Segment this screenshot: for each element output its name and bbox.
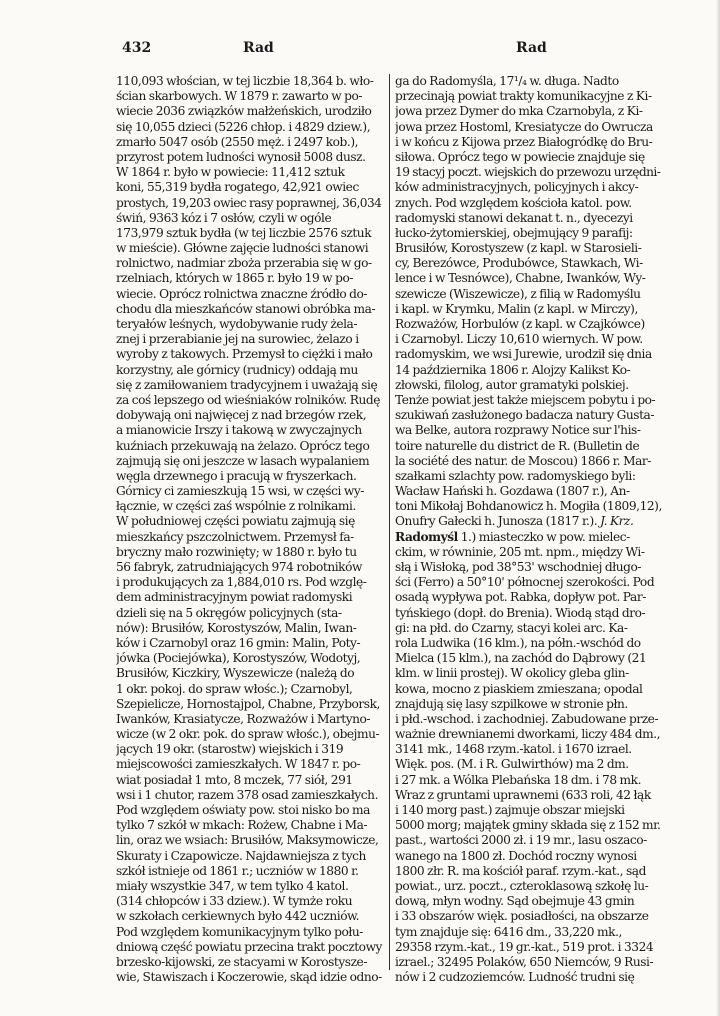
text-line: ważnie drewnianemi dworkami, liczy 484 dm., bbox=[395, 727, 661, 742]
text-line: gi: na płd. do Czarny, stacyi kolei arc. Ka- bbox=[395, 620, 628, 635]
running-head-left: Rad bbox=[243, 40, 274, 56]
text-line: nów): Brusiłów, Korostyszów, Malin, Iwan- bbox=[116, 620, 357, 635]
text-line: nów i 2 cudzoziemców. Ludność trudni się bbox=[395, 970, 635, 985]
text-line: toni Mikołaj Bohdanowicz h. Mogiła (1809,12), bbox=[395, 499, 662, 514]
text-line: przyrost potem ludności wynosił 5008 dusz. bbox=[116, 149, 366, 164]
page-number: 432 bbox=[122, 40, 152, 56]
text-line: węgla drzewnego i pracują w fryszerkach. bbox=[116, 468, 357, 483]
text-line: 1 okr. pokoj. do spraw włośc.); Czarnobyl, bbox=[116, 681, 353, 696]
text-line: zmarło 5047 osób (2550 męż. i 2497 kob.), bbox=[116, 134, 359, 149]
text-line: 19 stacyj poczt. wiejskich do przewozu urzędni- bbox=[395, 165, 661, 180]
page-edge-shadow bbox=[716, 0, 720, 1016]
text-line: kuźniach przekuwają na żelazo. Oprócz tego bbox=[116, 438, 370, 453]
text-line: ści (Ferro) a 50°10' północnej szerokości. Pod bbox=[395, 575, 655, 590]
text-line: przecinają powiat trakty komunikacyjne z Ki- bbox=[395, 89, 652, 104]
text-line: Onufry Gałecki h. Junosza (1817 r.). J. Krz. bbox=[395, 514, 634, 529]
text-line: szałkami szlachty pow. radomyskiego byli: bbox=[395, 468, 636, 483]
text-line: ków i Czarnobyl oraz 16 gmin: Malin, Poty- bbox=[116, 635, 361, 650]
text-line: dobywają oni najwięcej z nad brzegów rzek, bbox=[116, 408, 367, 423]
text-line: Iwanków, Krasiatycze, Rozważów i Martyno- bbox=[116, 711, 371, 726]
text-line: Rozważów, Horbulów (z kapl. w Czajkówce) bbox=[395, 317, 645, 331]
text-line: koni, 55,319 bydła rogatego, 42,921 owiec bbox=[116, 180, 359, 195]
text-line: wyroby z takowych. Przemysł to ciężki i mało bbox=[116, 347, 373, 362]
text-line: W południowej części powiatu zajmują się bbox=[116, 514, 355, 529]
text-line: (314 chłopców i 33 dziew.). W tymże roku bbox=[116, 894, 353, 909]
text-line: miały wszystkie 347, w tem tylko 4 katol. bbox=[116, 878, 349, 893]
text-line: szkół istnieje od 1861 r.; uczniów w 1880 r. bbox=[116, 863, 359, 878]
text-line: prostych, 19,203 owiec rasy poprawnej, 36,034 bbox=[116, 195, 382, 210]
text-line: Szepielicze, Hornostajpol, Chabne, Przyborsk, bbox=[116, 696, 380, 711]
left-text-column bbox=[116, 74, 384, 985]
text-line: korzystny, ale górnicy (rudnicy) oddają mu bbox=[116, 362, 358, 377]
text-line: szewicze (Wiszewicze), z filią w Radomyślu bbox=[395, 286, 641, 301]
text-line: wanego na 1800 zł. Dochód roczny wynosi bbox=[395, 848, 637, 863]
text-line: rzelniach, których w 1865 r. było 19 w po- bbox=[116, 271, 353, 286]
text-line: teryałów leśnych, wydobywanie rudy żela- bbox=[116, 317, 358, 331]
text-line: ckim, w równinie, 205 mt. npm., między Wi- bbox=[395, 544, 645, 559]
text-line: i płd.-wschod. i zachodniej. Zabudowane prze- bbox=[395, 711, 659, 726]
text-line: Wacław Hański h. Gozdawa (1807 r.), An- bbox=[395, 484, 630, 499]
text-line: ga do Radomyśla, 17¹/₄ w. długa. Nadto bbox=[395, 74, 619, 88]
text-line: za coś lepszego od wieśniaków rolników. Rudę bbox=[116, 392, 381, 407]
text-line: w szkołach cerkiewnych było 442 uczniów. bbox=[116, 909, 360, 924]
text-line: łucko-żytomierskiej, obejmujący 9 parafij: bbox=[395, 225, 633, 240]
text-line: tyńskiego (dopł. do Brenia). Wiodą stąd dro- bbox=[395, 605, 646, 620]
text-line: wie, Stawiszach i Koczerowie, skąd idzie odno- bbox=[116, 970, 382, 985]
text-line: lin, oraz we wsiach: Brusiłów, Maksymowicze, bbox=[116, 833, 379, 848]
text-line: brzesko-kijowski, ze stacyami w Korostysze- bbox=[116, 954, 367, 969]
text-line: znajdują się lasy szpilkowe w stronie płn. bbox=[395, 696, 628, 711]
text-line: wiecie. Oprócz rolnictwa znaczne źródło do- bbox=[116, 286, 368, 301]
text-line: znej i przerabianie jej na surowiec, żelazo i bbox=[116, 332, 359, 347]
text-line: złowski, filolog, autor gramatyki polskiej. bbox=[395, 377, 629, 392]
text-line: radomyskim, we wsi Jurewie, urodził się dnia bbox=[395, 347, 652, 362]
text-line: klm. w linii prostej). W okolicy gleba glin- bbox=[395, 666, 629, 681]
text-line: Brusiłów, Kiczkiry, Wyszewicze (należą do bbox=[116, 666, 355, 681]
text-line: Tenże powiat jest także miejscem pobytu i po- bbox=[395, 392, 656, 407]
text-line: osadą wypływa pot. Rabka, dopływ pot. Par- bbox=[395, 590, 646, 605]
text-line: 173,979 sztuk bydła (w tej liczbie 2576 sztuk bbox=[116, 225, 372, 240]
text-line: past., wartości 2000 zł. i 19 mr., lasu oszaco- bbox=[395, 833, 647, 848]
text-line: la société des natur. de Moscou) 1866 r. Mar- bbox=[395, 453, 651, 468]
text-line: i produkujących za 1,884,010 rs. Pod wzglę- bbox=[116, 575, 367, 590]
text-line: bryczny mało rozwinięty; w 1880 r. było tu bbox=[116, 544, 357, 559]
text-line: jowa przez Hostoml, Kresiatycze do Owrucza bbox=[395, 119, 653, 134]
page-header bbox=[115, 40, 652, 60]
text-line: cy, Berezówce, Produbówce, Stawkach, Wi- bbox=[395, 256, 643, 271]
text-line: 1800 złr. R. ma kościół paraf. rzym.-kat., sąd bbox=[395, 863, 646, 878]
text-line: słą i Wisłoką, pod 38°53' wschodniej długo- bbox=[395, 560, 642, 574]
text-line: ścian skarbowych. W 1879 r. zawarto w po- bbox=[116, 89, 363, 104]
text-line: się z zamiłowaniem tradycyjnem i uważają się bbox=[116, 377, 378, 392]
text-line: radomyski stanowi dekanat t. n., dyecezyi bbox=[395, 210, 633, 225]
text-line: 14 października 1806 r. Alojzy Kalikst Ko- bbox=[395, 362, 631, 377]
text-line: 5000 morg; majątek gminy składa się z 152 mr. bbox=[395, 818, 661, 833]
text-line: dzieli się na 5 okręgów policyjnych (sta- bbox=[116, 605, 342, 620]
text-line: i kapl. w Krymku, Malin (z kapl. w Mirczy), bbox=[395, 301, 638, 316]
text-line: wicze (w 2 okr. pok. do spraw włośc.), obejmu- bbox=[116, 727, 380, 742]
text-line: Pod względem komunikacyjnym tylko połu- bbox=[116, 924, 363, 939]
text-line: i 33 obszarów więk. posiadłości, na obszarze bbox=[395, 909, 649, 924]
text-line: wa Belke, autora rozprawy Notice sur l'his- bbox=[395, 423, 641, 438]
text-line: rola Ludwika (16 klm.), na półn.-wschód do bbox=[395, 635, 641, 650]
text-line: dem administracyjnym powiat radomyski bbox=[116, 590, 353, 605]
text-line: W 1864 r. było w powiecie: 11,412 sztuk bbox=[116, 165, 345, 180]
text-line: mieszkańcy pszczolnictwem. Przemysł fa- bbox=[116, 529, 354, 544]
entry-headword: Radomyśl bbox=[395, 529, 458, 544]
text-line: chodu dla mieszkańców stanowi obróbka ma- bbox=[116, 301, 376, 316]
text-line: i w końcu z Kijowa przez Białogródkę do Bru- bbox=[395, 134, 653, 149]
text-line: kowa, mocno z piaskiem zmieszana; opodal bbox=[395, 681, 643, 696]
text-line: Mielca (15 klm.), na zachód do Dąbrowy (21 bbox=[395, 651, 647, 666]
text-line: się 10,055 dzieci (5226 chłop. i 4829 dziew.), bbox=[116, 119, 371, 134]
text-line: łącznie, w części zaś wspólnie z rolnikami. bbox=[116, 499, 356, 514]
column-divider bbox=[389, 74, 390, 970]
text-line: znych. Pod względem kościoła katol. pow. bbox=[395, 195, 632, 210]
text-line: Pod względem oświaty pow. stoi nisko bo ma bbox=[116, 803, 370, 817]
text-line: izrael.; 32495 Polaków, 650 Niemców, 9 Rusi- bbox=[395, 954, 654, 969]
text-line: 56 fabryk, zatrudniających 974 robotników bbox=[116, 560, 362, 574]
text-line: szukiwań zasłużonego badacza natury Gusta- bbox=[395, 408, 654, 423]
text-line: powiat., urz. poczt., czteroklasową szkołę lu- bbox=[395, 878, 649, 893]
text-line: i 27 mk. a Wólka Plebańska 18 dm. i 78 mk. bbox=[395, 772, 642, 787]
text-line: Brusiłów, Korostyszew (z kapl. w Starosieli- bbox=[395, 241, 642, 256]
text-line: 3141 mk., 1468 rzym.-katol. i 1670 izrael. bbox=[395, 742, 632, 757]
text-line: Górnicy ci zamieszkują 15 wsi, w części wy- bbox=[116, 484, 364, 499]
text-line: zajmują się oni jeszcze w lasach wypalaniem bbox=[116, 453, 370, 468]
text-line: wsi i 1 chutor, razem 378 osad zamieszkałych. bbox=[116, 787, 378, 802]
text-line: dniową część powiatu przecina trakt pocztowy bbox=[116, 939, 382, 954]
text-line: jówka (Pociejówka), Korostyszów, Wodotyj, bbox=[116, 651, 361, 666]
text-line: jowa przez Dymer do mka Czarnobyla, z Ki- bbox=[395, 104, 643, 119]
running-head-right: Rad bbox=[516, 40, 547, 56]
text-line: miejscowości zamieszkałych. W 1847 r. po- bbox=[116, 757, 361, 772]
text-line: ków administracyjnych, policyjnych i akcy- bbox=[395, 180, 639, 195]
text-line: siłowa. Oprócz tego w powiecie znajduje się bbox=[395, 149, 645, 164]
text-line: tym znajduje się: 6416 dm., 33,220 mk., bbox=[395, 924, 622, 939]
text-line: Radomyśl 1.) miasteczko w pow. mielec- bbox=[395, 529, 630, 544]
text-line: Wraz z gruntami uprawnemi (633 roli, 42 łąk bbox=[395, 787, 651, 802]
text-line: i 140 morg past.) zajmuje obszar miejski bbox=[395, 803, 625, 817]
text-line: rolnictwo, nadmiar zboża przerabia się w go- bbox=[116, 256, 372, 271]
text-line: w mieście). Główne zajęcie ludności stanowi bbox=[116, 241, 369, 256]
text-line: świń, 9363 kóz i 7 osłów, czyli w ogóle bbox=[116, 210, 332, 225]
author-signature: J. Krz. bbox=[600, 514, 634, 529]
text-line: Więk. pos. (M. i R. Gulwirthów) ma 2 dm. bbox=[395, 757, 629, 772]
text-line: tylko 7 szkół w mkach: Rożew, Chabne i Ma- bbox=[116, 818, 368, 833]
text-line: wiat posiadał 1 mto, 8 mczek, 77 siół, 291 bbox=[116, 772, 353, 787]
text-line: lence i w Tesnówce), Chabne, Iwanków, Wy- bbox=[395, 271, 646, 286]
text-line: a mianowicie Irszy i takową w zwyczajnych bbox=[116, 423, 362, 438]
text-line: jących 19 okr. (starostw) wiejskich i 319 bbox=[116, 742, 344, 757]
text-line: toire naturelle du district de R. (Bulletin de bbox=[395, 438, 640, 453]
text-line: 29358 rzym.-kat., 19 gr.-kat., 519 prot. i 3324 bbox=[395, 939, 654, 954]
text-line: i Czarnobyl. Liczy 10,610 wiernych. W pow. bbox=[395, 332, 643, 347]
text-line: Skuraty i Czapowicze. Najdawniejsza z tych bbox=[116, 848, 366, 863]
text-line: 110,093 włościan, w tej liczbie 18,364 b. wło- bbox=[116, 74, 374, 88]
text-line: wiecie 2036 związków małżeńskich, urodziło bbox=[116, 104, 372, 119]
text-line: dową, młyn wodny. Sąd obejmuje 43 gmin bbox=[395, 894, 635, 909]
right-text-column bbox=[395, 74, 663, 985]
